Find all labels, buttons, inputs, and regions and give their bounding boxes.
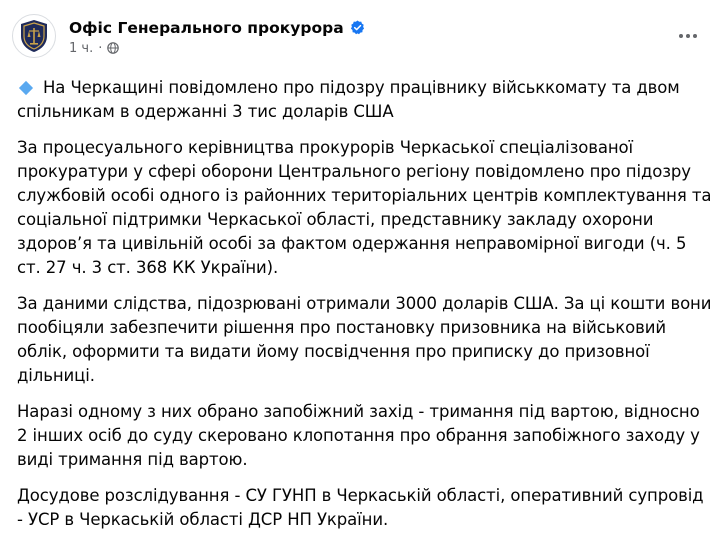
verified-badge-icon — [350, 20, 365, 35]
header-text — [69, 17, 365, 56]
page-name[interactable]: Офіс Генерального прокурора — [69, 18, 344, 37]
post-paragraph: Наразі одному з них обрано запобіжний захід - тримання під вартою, відносно 2 інших осіб до суду скеровано клопотання про обрання запобіжного заходу у виді тримання під вартою. — [17, 402, 700, 469]
globe-icon[interactable] — [107, 42, 119, 54]
post-time[interactable]: 1 ч. — [69, 40, 94, 56]
more-horizontal-icon — [678, 33, 698, 39]
page-avatar[interactable] — [12, 14, 56, 58]
post-paragraph: За даними слідства, підозрювані отримали 3000 доларів США. За ці кошти вони пообіцяли забезпечити рішення про постановку призовника на військовий облік, оформити та видати йому посвідчення про приписку до призовної дільниці. — [17, 294, 712, 385]
more-options-button[interactable] — [670, 18, 706, 54]
post-title: На Черкащині повідомлено про підозру працівнику військкомату та двом спільникам в одержанні 3 тис доларів США — [17, 78, 680, 121]
meta-separator: · — [98, 40, 103, 56]
blue-diamond-icon — [19, 80, 33, 94]
post-paragraph: Досудове розслідування - СУ ГУНП в Черкаській області, оперативний супровід - УСР в Черкаській області ДСР НП України. — [17, 486, 704, 529]
post-header — [12, 12, 714, 60]
prosecutor-emblem-icon — [19, 19, 49, 53]
post-title-paragraph — [17, 76, 713, 124]
post-paragraph: За процесуального керівництва прокурорів Черкаської спеціалізованої прокуратури у сфері оборони Центрального регіону повідомлено про підозру службовій особі одного із районних територіальних центрів комплектування та соціальної підтримки Черкаської області, представнику закладу охорони здоров’я та цивільній особі за фактом одержання неправомірної вигоди (ч. 5 ст. 27 ч. 3 ст. 368 КК України). — [17, 138, 712, 277]
post-meta — [69, 41, 365, 56]
page-name-row — [69, 17, 365, 39]
post-body — [17, 76, 713, 544]
